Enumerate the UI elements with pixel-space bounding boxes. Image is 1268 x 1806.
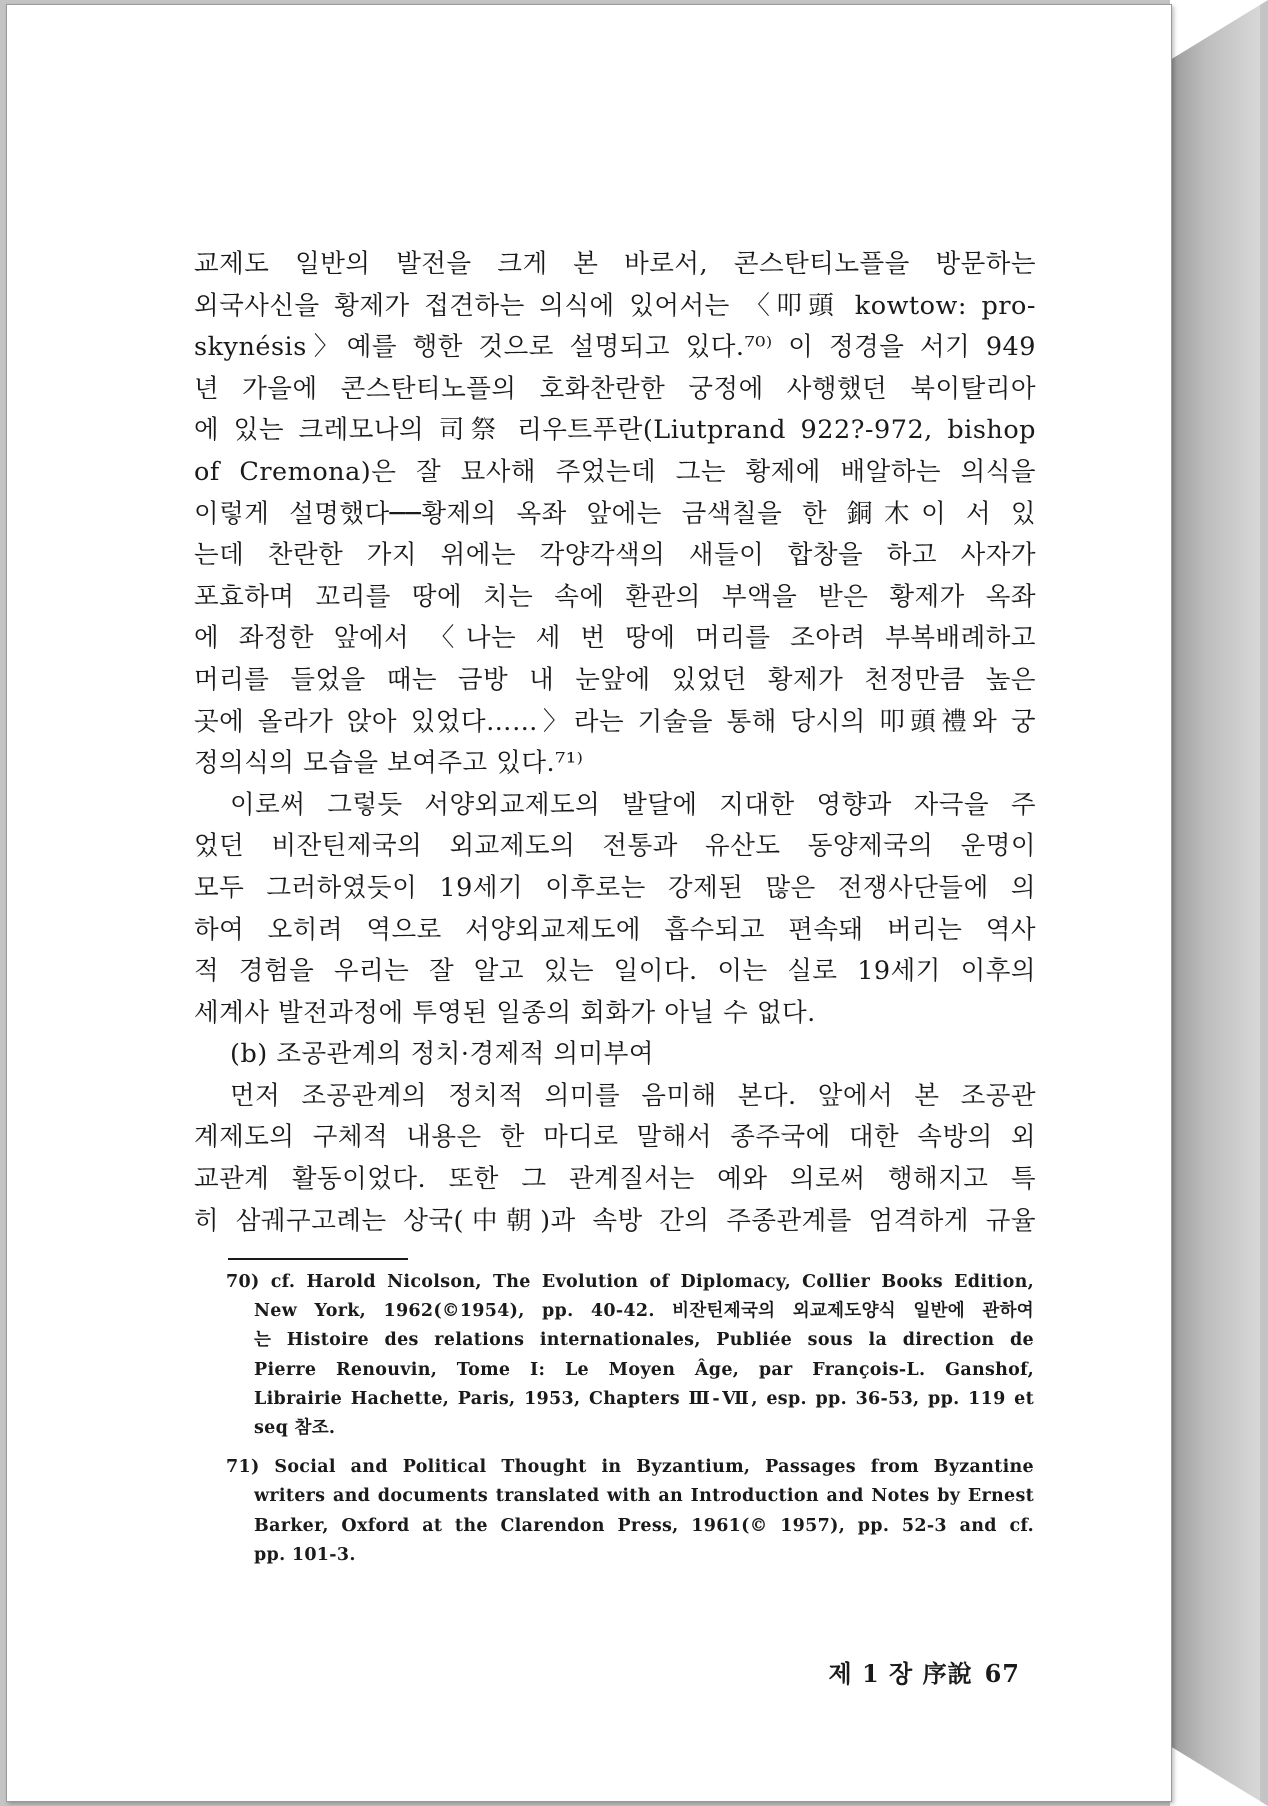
footnote-71-line: pp. 101-3. bbox=[254, 1544, 356, 1565]
footnote-70-line: New York, 1962(©1954), pp. 40-42. 비잔틴제국의 외교제도양식 일반에 관하여 bbox=[254, 1301, 1034, 1322]
paragraph2-line: 하여 오히려 역으로 서양외교제도에 흡수되고 편속돼 버리는 역사 bbox=[194, 914, 1036, 945]
body-line: 는데 찬란한 가지 위에는 각양각색의 새들이 합창을 하고 사자가 bbox=[194, 540, 1036, 571]
footnote-rule bbox=[228, 1258, 408, 1260]
paragraph3-line: 히 삼궤구고례는 상국(中朝)과 속방 간의 주종관계를 엄격하게 규율 bbox=[194, 1205, 1036, 1236]
body-line: 곳에 올라가 앉아 있었다……〉라는 기술을 통해 당시의 叩頭禮와 궁 bbox=[194, 706, 1036, 737]
paragraph2-line: 이로써 그렇듯 서양외교제도의 발달에 지대한 영향과 자극을 주 bbox=[230, 789, 1036, 820]
body-line: 에 좌정한 앞에서 〈나는 세 번 땅에 머리를 조아려 부복배례하고 bbox=[194, 623, 1036, 654]
body-line: 에 있는 크레모나의 司祭 리우트푸란(Liutprand 922?-972, bishop bbox=[194, 415, 1036, 446]
paragraph2-line: 적 경험을 우리는 잘 알고 있는 일이다. 이는 실로 19세기 이후의 bbox=[194, 956, 1036, 987]
footnotes bbox=[226, 1268, 1034, 1570]
body-line: 포효하며 꼬리를 땅에 치는 속에 환관의 부액을 받은 황제가 옥좌 bbox=[194, 581, 1036, 612]
page-stack-edge bbox=[1170, 0, 1260, 1806]
footnote-71-line: writers and documents translated with an Introduction and Notes by Ernest bbox=[254, 1486, 1034, 1507]
paragraph2-line: 세계사 발전과정에 투영된 일종의 회화가 아닐 수 없다. bbox=[194, 997, 816, 1028]
paragraph2-line: 모두 그러하였듯이 19세기 이후로는 강제된 많은 전쟁사단들에 의 bbox=[194, 872, 1036, 903]
footnote-70-line: seq 참조. bbox=[254, 1417, 336, 1438]
running-footer bbox=[820, 1654, 1020, 1689]
footnote-70-line: 70) cf. Harold Nicolson, The Evolution of Diplomacy, Collier Books Edition, bbox=[226, 1272, 1034, 1292]
page-number: 67 bbox=[984, 1659, 1020, 1688]
body-line: skynésis〉예를 행한 것으로 설명되고 있다.⁷⁰⁾ 이 정경을 서기 949 bbox=[194, 332, 1036, 363]
footnote-70-line: Librairie Hachette, Paris, 1953, Chapters Ⅲ-Ⅶ, esp. pp. 36-53, pp. 119 et bbox=[254, 1388, 1034, 1409]
paragraph3-line: 교관계 활동이었다. 또한 그 관계질서는 예와 의로써 행해지고 특 bbox=[194, 1164, 1036, 1195]
body-line: 외국사신을 황제가 접견하는 의식에 있어서는 〈叩頭 kowtow: pro- bbox=[194, 290, 1036, 321]
body-line: 년 가을에 콘스탄티노플의 호화찬란한 궁정에 사행했던 북이탈리아 bbox=[194, 373, 1036, 404]
paragraph3-line: 먼저 조공관계의 정치적 의미를 음미해 본다. 앞에서 본 조공관 bbox=[230, 1080, 1036, 1111]
footnote-71-line: 71) Social and Political Thought in Byzantium, Passages from Byzantine bbox=[226, 1457, 1034, 1478]
body-line: 정의식의 모습을 보여주고 있다.⁷¹⁾ bbox=[194, 748, 584, 779]
body-line: 교제도 일반의 발전을 크게 본 바로서, 콘스탄티노플을 방문하는 bbox=[194, 249, 1036, 279]
main-text bbox=[194, 244, 1036, 1242]
section-heading: (b) 조공관계의 정치·경제적 의미부여 bbox=[230, 1039, 655, 1070]
footnote-70-line: 는 Histoire des relations internationales, Publiée sous la direction de bbox=[254, 1330, 1034, 1351]
body-line: 이렇게 설명했다──황제의 옥좌 앞에는 금색칠을 한 銅木이 서 있 bbox=[194, 498, 1036, 529]
paragraph2-line: 었던 비잔틴제국의 외교제도의 전통과 유산도 동양제국의 운명이 bbox=[194, 831, 1036, 862]
footnote-71-line: Barker, Oxford at the Clarendon Press, 1961(© 1957), pp. 52-3 and cf. bbox=[254, 1515, 1034, 1536]
chapter-label: 제 1 장 序說 bbox=[828, 1659, 973, 1688]
footnote-70-line: Pierre Renouvin, Tome I: Le Moyen Âge, par François-L. Ganshof, bbox=[254, 1359, 1034, 1380]
body-line: of Cremona)은 잘 묘사해 주었는데 그는 황제에 배알하는 의식을 bbox=[194, 456, 1036, 487]
body-line: 머리를 들었을 때는 금방 내 눈앞에 있었던 황제가 천정만큼 높은 bbox=[194, 664, 1036, 695]
paragraph3-line: 계제도의 구체적 내용은 한 마디로 말해서 종주국에 대한 속방의 외 bbox=[194, 1122, 1036, 1153]
